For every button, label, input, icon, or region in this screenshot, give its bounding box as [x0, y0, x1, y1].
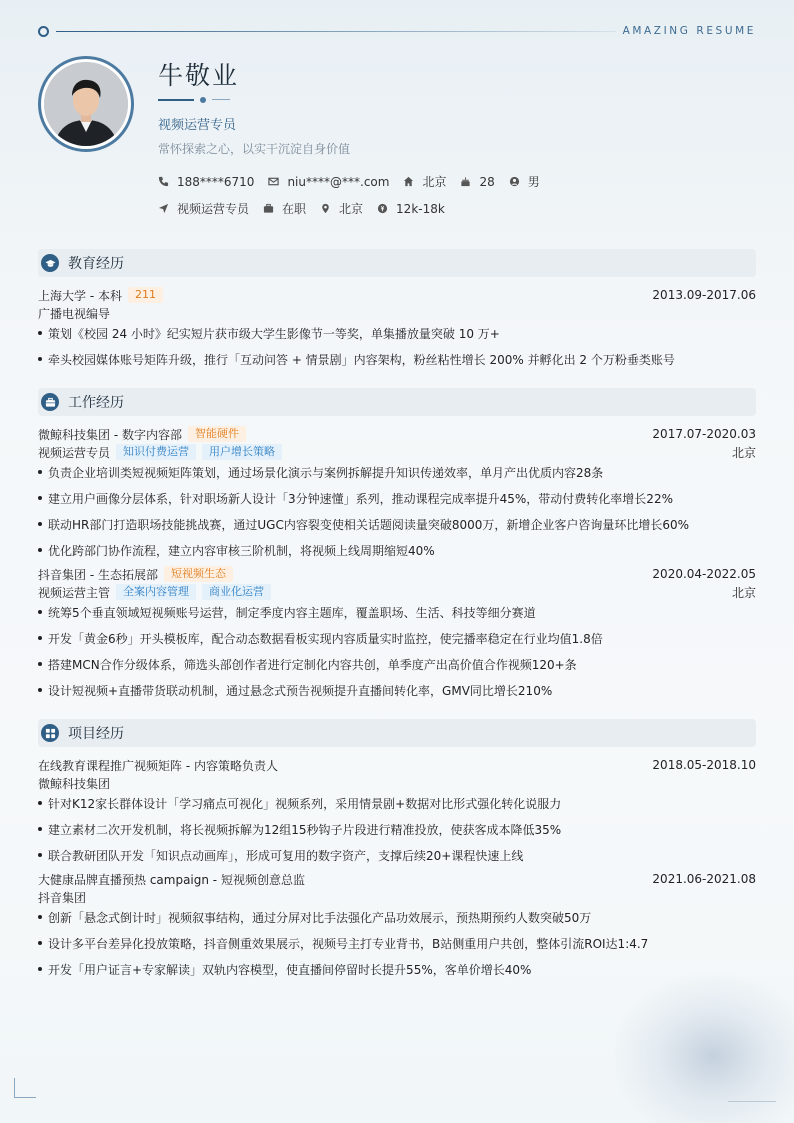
industry-tag: 智能硬件 [188, 426, 246, 442]
mail-icon [268, 176, 279, 187]
work-date: 2020.04-2022.05 [652, 567, 756, 581]
project-title: 大健康品牌直播预热 campaign - 短视频创意总监 [38, 872, 305, 887]
work-date: 2017.07-2020.03 [652, 427, 756, 441]
grid-icon [41, 724, 59, 742]
work-role-line [38, 583, 756, 601]
list-item: 搭建MCN合作分级体系，筛选头部创作者进行定制化内容共创，单季度产出高价值合作视频120+条 [38, 656, 756, 673]
ring-icon [38, 26, 49, 37]
project-title: 在线教育课程推广视频矩阵 - 内容策略负责人 [38, 758, 278, 773]
briefcase-icon [263, 203, 274, 214]
list-item: 统筹5个垂直领域短视频账号运营，制定季度内容主题库，覆盖职场、生活、科技等细分赛道 [38, 604, 756, 621]
work-location: 北京 [731, 445, 756, 460]
skill-tag: 用户增长策略 [202, 444, 282, 460]
industry-tag: 短视频生态 [164, 566, 233, 582]
gender-item [509, 173, 540, 190]
brand-label: AMAZING RESUME [622, 25, 756, 37]
motto: 常怀探索之心，以实干沉淀自身价值 [158, 142, 351, 156]
section-title: 教育经历 [68, 256, 124, 272]
gender-value: 男 [527, 175, 540, 189]
major: 广播电视编导 [38, 306, 111, 321]
home-icon [403, 176, 414, 187]
company-name: 微鲸科技集团 - 数字内容部 [38, 427, 182, 442]
list-item: 牵头校园媒体账号矩阵升级，推行「互动问答 + 情景剧」内容架构，粉丝粘性增长 200% 并孵化出 2 个万粉垂类账号 [38, 351, 756, 368]
age-item [460, 175, 494, 189]
divider [56, 31, 616, 32]
project-date: 2018.05-2018.10 [652, 758, 756, 772]
corner-decoration [14, 1078, 36, 1098]
role-name: 视频运营主管 [38, 585, 111, 600]
company-name: 抖音集团 - 生态拓展部 [38, 567, 158, 582]
skill-tag: 商业化运营 [202, 584, 271, 600]
list-item: 建立素材二次开发机制，将长视频拆解为12组15秒钩子片段进行精准投放，使获客成本降低35% [38, 821, 756, 838]
project-header [38, 756, 756, 774]
money-icon [377, 203, 388, 214]
list-item: 联动HR部门打造职场技能挑战赛，通过UGC内容裂变使相关话题阅读量突破8000万，新增企业客户咨询量环比增长60% [38, 516, 756, 533]
divider [728, 1101, 776, 1102]
title-decoration [158, 97, 238, 103]
list-item: 联合教研团队开发「知识点动画库」，形成可复用的数字资产，支撑后续20+课程快速上线 [38, 847, 756, 864]
list-item: 设计短视频+直播带货联动机制，通过悬念式预告视频提升直播间转化率，GMV同比增长210% [38, 682, 756, 699]
briefcase-icon [41, 393, 59, 411]
section-title: 项目经历 [68, 726, 124, 742]
list-item: 创新「悬念式倒计时」视频叙事结构，通过分屏对比手法强化产品功效展示，预热期预约人数突破50万 [38, 909, 756, 926]
status-value: 在职 [282, 202, 307, 216]
email-item [268, 175, 389, 189]
education-date: 2013.09-2017.06 [652, 288, 756, 302]
school-name: 上海大学 - 本科 [38, 288, 122, 303]
work-header [38, 425, 756, 443]
salary-item [377, 202, 445, 216]
education-header [38, 286, 756, 304]
list-item: 负责企业培训类短视频矩阵策划，通过场景化演示与案例拆解提升知识传递效率，单月产出优质内容28条 [38, 464, 756, 481]
list-item: 设计多平台差异化投放策略，抖音侧重效果展示，视频号主打专业背书，B站侧重用户共创，整体引流ROI达1:4.7 [38, 935, 756, 952]
contact-row [158, 173, 554, 190]
candidate-name: 牛敬业 [158, 61, 240, 90]
school-tag: 211 [128, 287, 163, 303]
phone-value: 188****6710 [177, 174, 255, 189]
age-value: 28 [479, 174, 495, 189]
section-education [38, 249, 756, 277]
skill-tag: 知识付费运营 [116, 444, 196, 460]
phone-icon [158, 176, 169, 187]
user-icon [509, 176, 520, 187]
avatar [38, 56, 134, 152]
list-item: 针对K12家长群体设计「学习痛点可视化」视频系列，采用情景剧+数据对比形式强化转化说服力 [38, 795, 756, 812]
status-item [263, 200, 306, 217]
target-job-item [158, 200, 249, 217]
job-title: 视频运营专员 [158, 118, 237, 133]
list-item: 开发「黄金6秒」开头模板库，配合动态数据看板实现内容质量实时监控，使完播率稳定在行业均值1.8倍 [38, 630, 756, 647]
target-job-value: 视频运营专员 [177, 202, 250, 216]
email-value: niu****@***.com [287, 174, 390, 189]
list-item: 优化跨部门协作流程，建立内容审核三阶机制，将视频上线周期缩短40% [38, 542, 756, 559]
list-item: 策划《校园 24 小时》纪实短片获市级大学生影像节一等奖，单集播放量突破 10 万+ [38, 325, 756, 342]
skill-tag: 全案内容管理 [116, 584, 196, 600]
send-icon [158, 203, 169, 214]
city-item [403, 173, 446, 190]
city-value: 北京 [422, 175, 447, 189]
cake-icon [460, 176, 471, 187]
graduation-cap-icon [41, 254, 59, 272]
target-city-item [320, 200, 363, 217]
location-pin-icon [320, 203, 331, 214]
top-bar [38, 26, 756, 38]
target-city-value: 北京 [339, 202, 364, 216]
phone-item [158, 175, 254, 189]
project-org: 微鲸科技集团 [38, 776, 111, 791]
work-role-line [38, 443, 756, 461]
section-projects [38, 719, 756, 747]
project-header [38, 870, 756, 888]
work-header [38, 565, 756, 583]
section-work [38, 388, 756, 416]
person-icon [44, 62, 128, 146]
intent-row [158, 200, 459, 217]
work-location: 北京 [731, 585, 756, 600]
project-date: 2021.06-2021.08 [652, 872, 756, 886]
salary-value: 12k-18k [396, 201, 445, 216]
list-item: 建立用户画像分层体系，针对职场新人设计「3分钟速懂」系列，推动课程完成率提升45%，带动付费转化率增长22% [38, 490, 756, 507]
section-title: 工作经历 [68, 395, 124, 411]
role-name: 视频运营专员 [38, 445, 111, 460]
project-org: 抖音集团 [38, 890, 87, 905]
list-item: 开发「用户证言+专家解读」双轨内容模型，使直播间停留时长提升55%，客单价增长40% [38, 961, 756, 978]
